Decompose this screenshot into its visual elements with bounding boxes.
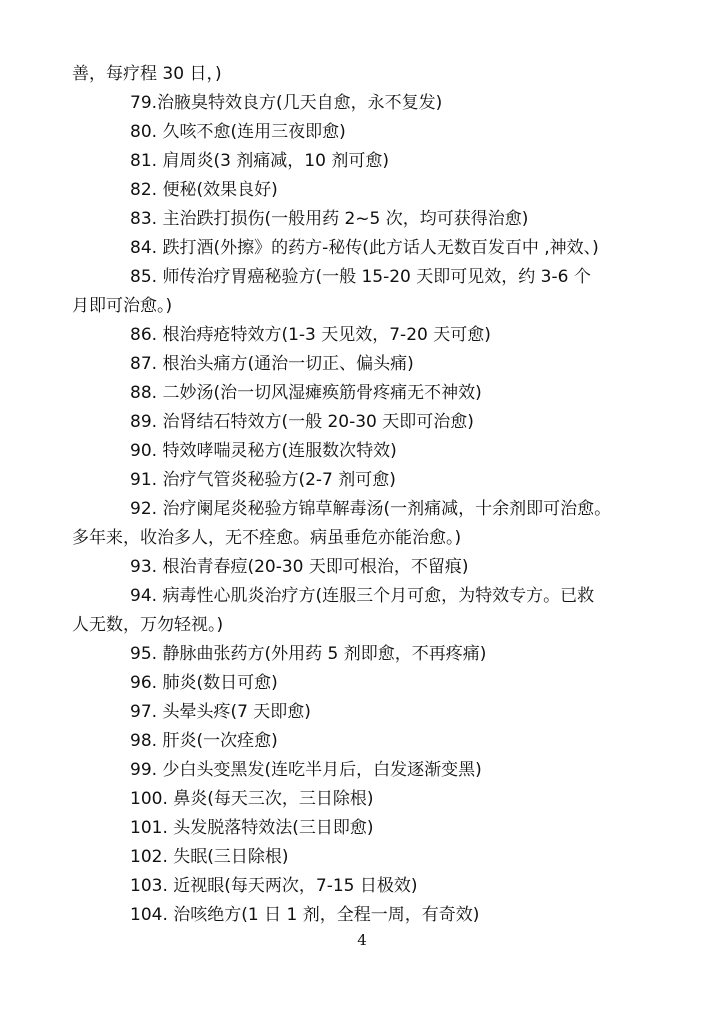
text-line: 101. 头发脱落特效法(三日即愈) [130,818,374,838]
text-line: 人无数，万勿轻视。) [72,615,224,635]
text-line: 80. 久咳不愈(连用三夜即愈) [130,122,346,142]
text-line: 79.治腋臭特效良方(几天自愈，永不复发) [130,93,443,113]
text-line: 83. 主治跌打损伤(一般用药 2~5 次，均可获得治愈) [130,209,529,229]
text-line: 84. 跌打酒(外擦》的药方-秘传(此方话人无数百发百中 ,神效、) [130,238,599,258]
text-line: 85. 师传治疗胃癌秘验方(一般 15-20 天即可见效，约 3-6 个 [130,267,591,287]
text-line: 102. 失眠(三日除根) [130,847,289,867]
text-line: 98. 肝炎(一次痊愈) [130,731,278,751]
text-line: 100. 鼻炎(每天三次，三日除根) [130,789,374,809]
text-line: 104. 治咳绝方(1 日 1 剂，全程一周，有奇效) [130,905,480,925]
text-line: 94. 病毒性心肌炎治疗方(连服三个月可愈，为特效专方。已救 [130,586,595,606]
text-line: 96. 肺炎(数日可愈) [130,673,278,693]
text-line: 82. 便秘(效果良好) [130,180,278,200]
text-line: 97. 头晕头疼(7 天即愈) [130,702,311,722]
text-line: 月即可治愈。) [72,296,173,316]
text-line: 81. 肩周炎(3 剂痛减，10 剂可愈) [130,151,389,171]
text-line: 多年来，收治多人，无不痊愈。病虽垂危亦能治愈。) [72,528,462,548]
text-body [72,60,672,930]
text-line: 103. 近视眼(每天两次，7-15 日极效) [130,876,418,896]
text-line: 95. 静脉曲张药方(外用药 5 剂即愈，不再疼痛) [130,644,487,664]
text-line: 90. 特效哮喘灵秘方(连服数次特效) [130,441,397,461]
text-line: 91. 治疗气管炎秘验方(2-7 剂可愈) [130,470,396,490]
text-line: 88. 二妙汤(治一切风湿瘫痪筋骨疼痛无不神效) [130,383,482,403]
text-line: 86. 根治痔疮特效方(1-3 天见效，7-20 天可愈) [130,325,491,345]
text-line: 92. 治疗阑尾炎秘验方锦草解毒汤(一剂痛减，十余剂即可治愈。 [130,499,612,519]
text-line: 93. 根治青春痘(20-30 天即可根治，不留痕) [130,557,469,577]
text-line: 87. 根治头痛方(通治一切正、偏头痛) [130,354,414,374]
text-line: 99. 少白头变黑发(连吃半月后，白发逐渐变黑) [130,760,482,780]
page-number: 4 [357,931,367,949]
text-line: 89. 治肾结石特效方(一般 20-30 天即可治愈) [130,412,474,432]
text-line: 善，每疗程 30 日，) [72,64,222,84]
